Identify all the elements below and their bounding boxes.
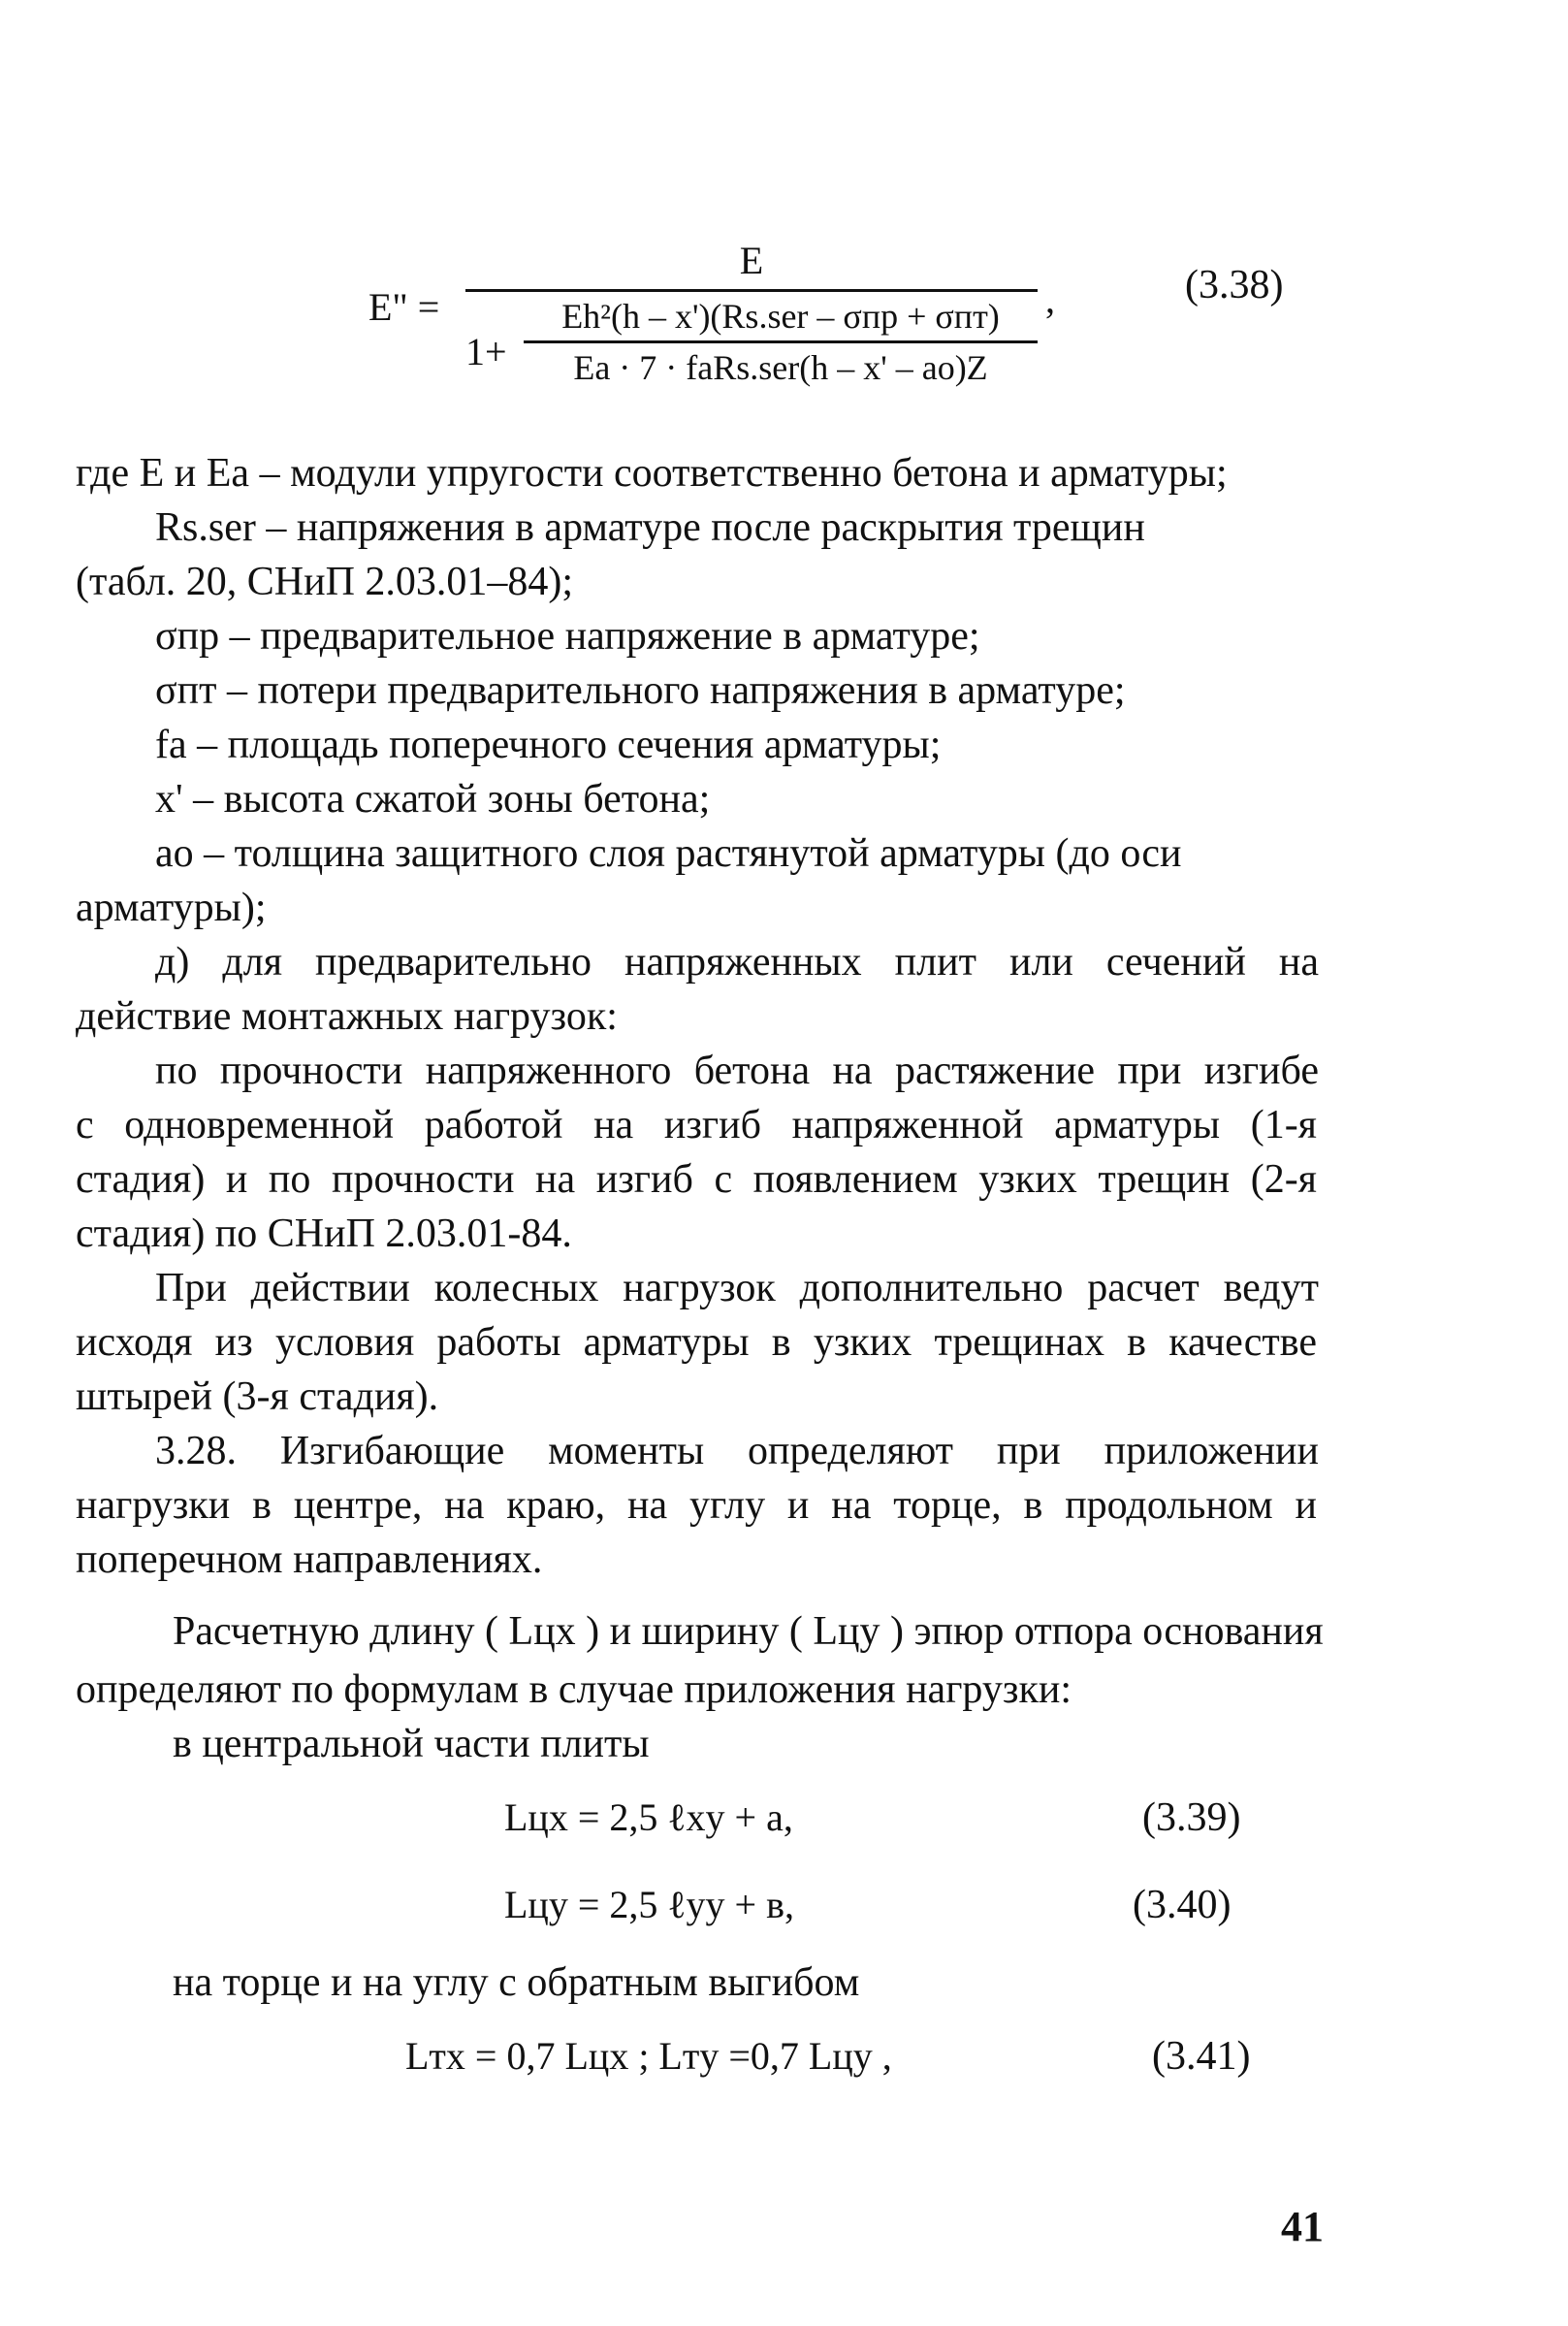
- equation-number-3-41: (3.41): [1152, 2034, 1251, 2079]
- definition-line: [155, 826, 1319, 881]
- paragraph-line: на торце и на углу с обратным выгибом: [173, 1960, 860, 2005]
- definition-text: арматуры);: [76, 886, 267, 930]
- definition-text: – напряжения в арматуре после раскрытия трещин: [255, 505, 1145, 550]
- definition-text: – модули упругости соответственно бетона и арматуры;: [249, 451, 1228, 496]
- definition-text: (табл. 20, СНиП 2.03.01–84);: [76, 560, 574, 604]
- formula-3-40: Lцy = 2,5 ℓyy + в,: [504, 1883, 795, 1926]
- outer-numerator: E: [739, 239, 764, 282]
- definition-line: [155, 718, 1396, 772]
- inner-numerator: Eh²(h – x')(Rs.ser – σпр + σпт): [561, 297, 1000, 336]
- paragraph-line: нагрузки в центре, на краю, на углу и на торце, в продольном и: [76, 1483, 1317, 1528]
- inner-fraction: [524, 296, 1038, 388]
- paragraph-line: исходя из условия работы арматуры в узких трещинах в качестве: [76, 1320, 1317, 1365]
- paragraph-line: определяют по формулам в случае приложения нагрузки:: [76, 1667, 1072, 1712]
- formula-3-41: Lтx = 0,7 Lцx ; Lтy =0,7 Lцy ,: [405, 2034, 892, 2078]
- outer-fraction-bar: [465, 289, 1038, 418]
- formula-3-39: Lцx = 2,5 ℓxy + a,: [504, 1795, 793, 1839]
- definition-symbol: Rs.ser: [155, 505, 256, 550]
- formula-lhs: E" =: [368, 285, 440, 329]
- paragraph-line: стадия) по СНиП 2.03.01-84.: [76, 1211, 572, 1256]
- paragraph-line: стадия) и по прочности на изгиб с появлением узких трещин (2-я: [76, 1157, 1317, 1202]
- paragraph-line: в центральной части плиты: [173, 1722, 650, 1766]
- definition-text: – высота сжатой зоны бетона;: [182, 777, 711, 822]
- one-plus: 1+: [465, 330, 507, 373]
- definition-text: – толщина защитного слоя растянутой арматуры (до оси: [193, 831, 1182, 876]
- paragraph-line: При действии колесных нагрузок дополнительно расчет ведут: [155, 1266, 1319, 1310]
- equation-number-3-38: (3.38): [1185, 263, 1284, 307]
- definition-symbol: ao: [155, 831, 194, 876]
- definition-line: [155, 663, 1396, 718]
- paragraph-line: штырей (3-я стадия).: [76, 1374, 439, 1419]
- definition-line: [76, 446, 1317, 501]
- definition-line: [76, 881, 1317, 935]
- definition-line: [155, 772, 1396, 826]
- formula-3-38: [368, 238, 1055, 422]
- definition-symbol: σпр: [155, 614, 220, 659]
- definition-symbol: где E и Ea: [76, 451, 250, 496]
- page-number: 41: [1281, 2203, 1324, 2250]
- paragraph-line: с одновременной работой на изгиб напряженной арматуры (1-я: [76, 1103, 1317, 1147]
- definition-symbol: σпт: [155, 668, 217, 713]
- paragraph-line: по прочности напряженного бетона на растяжение при изгибе: [155, 1049, 1319, 1093]
- equation-number-3-40: (3.40): [1133, 1883, 1232, 1927]
- definition-line: [155, 609, 1396, 663]
- definition-text: – предварительное напряжение в арматуре;: [219, 614, 980, 659]
- paragraph-line: поперечном направлениях.: [76, 1537, 543, 1582]
- equation-number-3-39: (3.39): [1142, 1795, 1241, 1840]
- definition-symbol: x': [155, 777, 183, 822]
- definition-text: – площадь поперечного сечения арматуры;: [186, 723, 942, 767]
- formula-trail: ,: [1045, 277, 1055, 321]
- paragraph-line: действие монтажных нагрузок:: [76, 994, 618, 1039]
- definition-line: [76, 555, 1317, 609]
- outer-fraction: [465, 238, 1038, 418]
- paragraph-line: 3.28. Изгибающие моменты определяют при приложении: [155, 1429, 1319, 1473]
- definition-symbol: fa: [155, 723, 187, 767]
- paragraph-line: Расчетную длину ( Lцx ) и ширину ( Lцy ) эпюр отпора основания: [173, 1609, 1324, 1654]
- paragraph-line: д) для предварительно напряженных плит или сечений на: [155, 940, 1319, 985]
- definition-line: [155, 501, 1319, 555]
- definition-text: – потери предварительного напряжения в арматуре;: [216, 668, 1126, 713]
- inner-denominator: Ea · 7 · faRs.ser(h – x' – ao)Z: [524, 340, 1038, 388]
